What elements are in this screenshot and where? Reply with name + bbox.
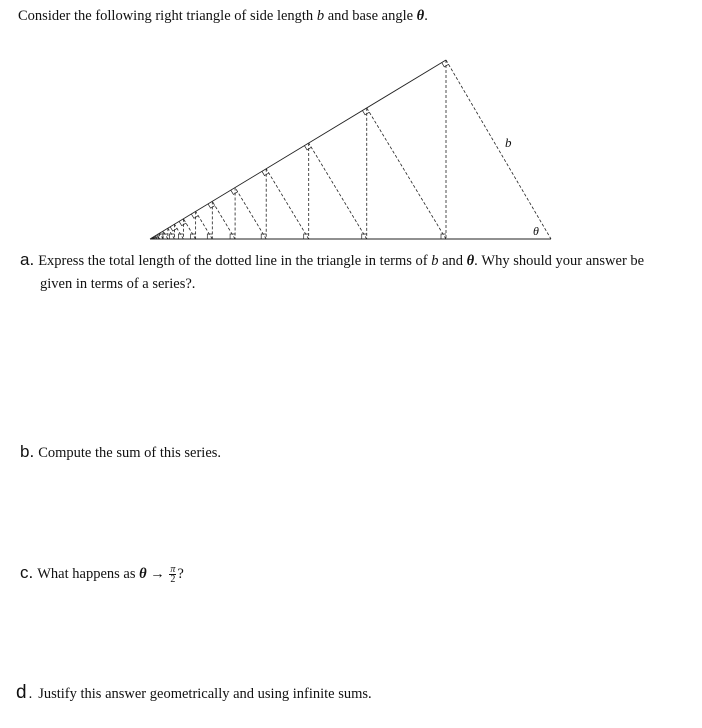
- part-d-dot: .: [28, 686, 33, 702]
- variable-b: b: [316, 8, 325, 24]
- part-d-marker: d: [16, 682, 27, 703]
- part-a: [20, 250, 644, 271]
- part-c: [20, 563, 184, 584]
- intro-text-middle: and base angle: [324, 8, 417, 24]
- right-angle-mark: [170, 227, 177, 231]
- variable-theta: θ: [139, 566, 147, 582]
- right-angle-mark: [191, 214, 198, 218]
- variable-b: b: [431, 253, 439, 269]
- dotted-perpendicular: [151, 238, 152, 239]
- right-angle-mark: [442, 63, 449, 67]
- dotted-perpendicular: [183, 219, 195, 239]
- dotted-perpendicular: [367, 108, 446, 239]
- triangle-lines: [150, 60, 551, 239]
- part-b-marker: b.: [20, 442, 35, 461]
- dotted-perpendicular: [266, 169, 308, 239]
- part-a-marker: a.: [20, 250, 35, 269]
- fraction-denominator: 2: [170, 574, 176, 586]
- part-d-text: Justify this answer geometrically and using infinite sums.: [38, 686, 372, 702]
- part-c-marker: c.: [20, 563, 34, 582]
- dotted-perpendicular: [174, 224, 183, 239]
- dotted-perpendicular: [309, 143, 367, 239]
- intro-text: Consider the following right triangle of side length: [18, 8, 317, 24]
- triangle-diagram: [0, 40, 702, 245]
- part-a-line2: given in terms of a series?.: [40, 276, 196, 292]
- part-b-text: Compute the sum of this series.: [38, 445, 222, 461]
- dotted-perpendicular: [212, 201, 235, 239]
- part-b: [20, 442, 221, 463]
- part-d: [16, 683, 372, 704]
- part-c-question-mark: ?: [177, 566, 184, 582]
- arrow-symbol: →: [146, 566, 169, 582]
- part-a-and: and: [438, 253, 467, 269]
- dotted-perpendicular: [235, 188, 266, 239]
- right-angle-mark: [362, 111, 369, 115]
- side-b-line: [446, 60, 551, 239]
- variable-theta: θ: [466, 253, 475, 269]
- dotted-perpendicular: [168, 228, 175, 239]
- intro-sentence: [18, 6, 428, 26]
- part-a-text: Express the total length of the dotted line in the triangle in terms of: [38, 253, 432, 269]
- right-angle-mark: [304, 146, 311, 150]
- variable-theta: θ: [416, 8, 425, 24]
- hypotenuse-line: [150, 60, 446, 239]
- part-a-text-end: . Why should your answer be: [474, 253, 645, 269]
- right-angle-mark: [262, 171, 269, 175]
- dotted-perpendicular: [163, 231, 168, 239]
- angle-theta-label: θ: [533, 224, 539, 238]
- side-b-label: b: [505, 135, 512, 150]
- intro-period: .: [424, 8, 428, 24]
- pi-over-two-fraction: [169, 565, 176, 584]
- part-c-text: What happens as: [37, 566, 140, 582]
- fraction-numerator: π: [170, 564, 176, 576]
